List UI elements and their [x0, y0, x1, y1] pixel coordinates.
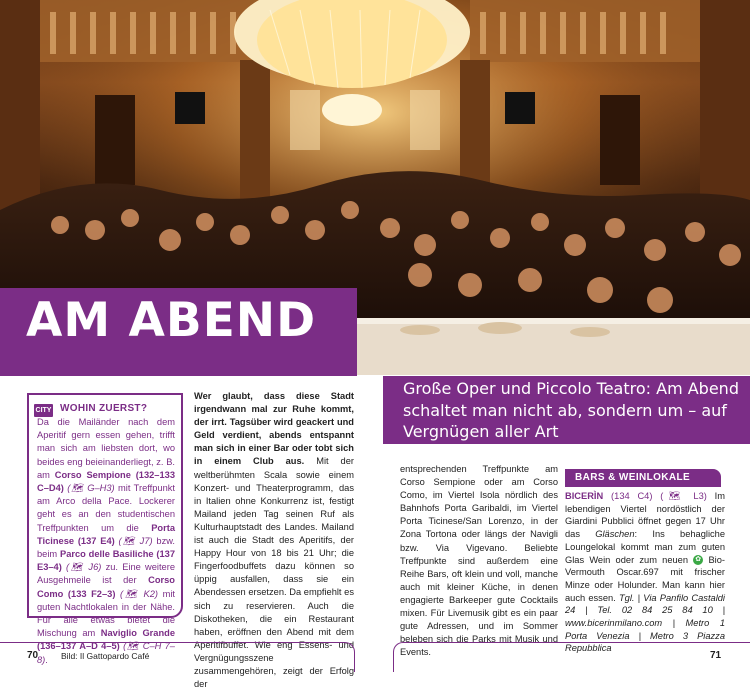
venue-text-intro: Im lebendigen Viertel nordöstlich der Giardini Pubblici öffnet gegen 17 Uhr das: [565, 491, 725, 540]
city-badge-icon: CITY: [34, 404, 53, 417]
info-box-heading: WOHIN ZUERST?: [60, 403, 148, 414]
venue-text-glaeschen: Gläschen: [595, 529, 635, 540]
venue-details: Tgl. | Via Panfilo Castaldi 24 | Tel. 02 84 25 84 10 | www.bicerinmilano.com | Metro 1 Porta Venezia | Metro 3 Piazza Repubblica: [565, 592, 725, 654]
bars-section-header: [565, 469, 721, 487]
subtitle-band: [383, 376, 750, 444]
venue-map-ref: (134 C4) (🗺 L3): [611, 491, 707, 501]
column1-text: Mit der weltberühmten Scala sowie einem Konzert- und Theaterprogramm, das in Italien ohne Konkurrenz ist, festigt Mailand jeden Tag seinen Ruf als Kulturhauptstadt des Landes. Mailand ist auch die Stadt des Aperitifs, der Happy Hour von 18 bis 21 Uhr; die Fingerfoodbuffets dazu können so üppig ausfallen, dass sie ein Abendessen ersetzen. Da empfiehlt es sich zu reservieren. Auch die Diskotheken, die ein Restaurant haben, eröffnen den Abend mit dem Aperitifbuffet. Wie eng Essens- und Vergnügungsszene zusammengehören, zeigt der Erfolg der: [194, 456, 354, 690]
bars-section-body: [565, 490, 725, 655]
bars-section-title: BARS & WEINLOKALE: [575, 472, 691, 483]
venue-text-bio: Bio-Vermouth Oscar.697 mit frischer Minze oder Holunder. Man kann hier auch essen.: [565, 554, 725, 603]
venue-text-mid: : Ins behagliche Loungelokal kommt man zum guten Glas Wein oder zum neuen: [565, 529, 725, 565]
lead-paragraph: Wer glaubt, dass diese Stadt irgendwann mal zur Ruhe kommt, der irrt. Tagsüber wird geackert und Geld verdient, abends entspannt man sich in einer Bar oder tobt sich in einem Club aus.: [194, 391, 354, 467]
venue-name: BICERÌN: [565, 491, 604, 501]
info-box-text: Da die Mailänder nach dem Aperitif gern essen gehen, trifft man sich am liebsten dort, wo beides eng beieinanderliegt, z. B. am Corso Sempione (132–133 C–D4) (🗺 G–H3) mit Treffpunkt am Arco della Pace. Lockerer geht es an den studentischen Treffpunkten um die Porta Ticinese (137 E4) (🗺 J7) bzw. beim Parco delle Basiliche (137 E3–4) (🗺 J6) zu. Eine weitere Ausgehmeile ist der Corso Como (133 F2–3) (🗺 K2) mit guten Nachtlokalen in der Nähe. Für alle etwas bietet die Mischung am Naviglio Grande (136–137 A–D 4–5) (🗺 C–H 7–8).: [37, 417, 176, 665]
bio-leaf-icon: ✿: [693, 555, 703, 565]
page-number-left: 70: [27, 650, 39, 661]
page-title: AM ABEND: [26, 293, 317, 348]
footer-left-rule: [0, 642, 355, 672]
page-subtitle: Große Oper und Piccolo Teatro: Am Abend schaltet man nicht ab, sondern um – auf Vergnügen aller Art: [403, 379, 739, 441]
footer-right-rule: [393, 642, 750, 672]
page-number-right: 71: [710, 650, 722, 661]
body-column-2: [400, 463, 558, 659]
photo-credit: Bild: Il Gattopardo Café: [61, 651, 150, 661]
column2-text: entsprechenden Treffpunkte am Corso Sempione oder am Corso Como, im Viertel Isola nördlich des Bahnhofs Porta Garibaldi, im Viertel Porta Ticinese/San Lorenzo, in der Zona Tortona oder längs der Navigli bzw. Via Vigevano. Beliebte Treffpunkte sind außerdem eine Reihe Bars, oft klein und voll, manche auch mit kleiner Küche, in denen engagierte Barkeeper gute Cocktails mixen. Für Livemusik gibt es ein paar gute Adressen, und im Sommer beleben sich die Parks mit Musik und Events.: [400, 464, 558, 658]
